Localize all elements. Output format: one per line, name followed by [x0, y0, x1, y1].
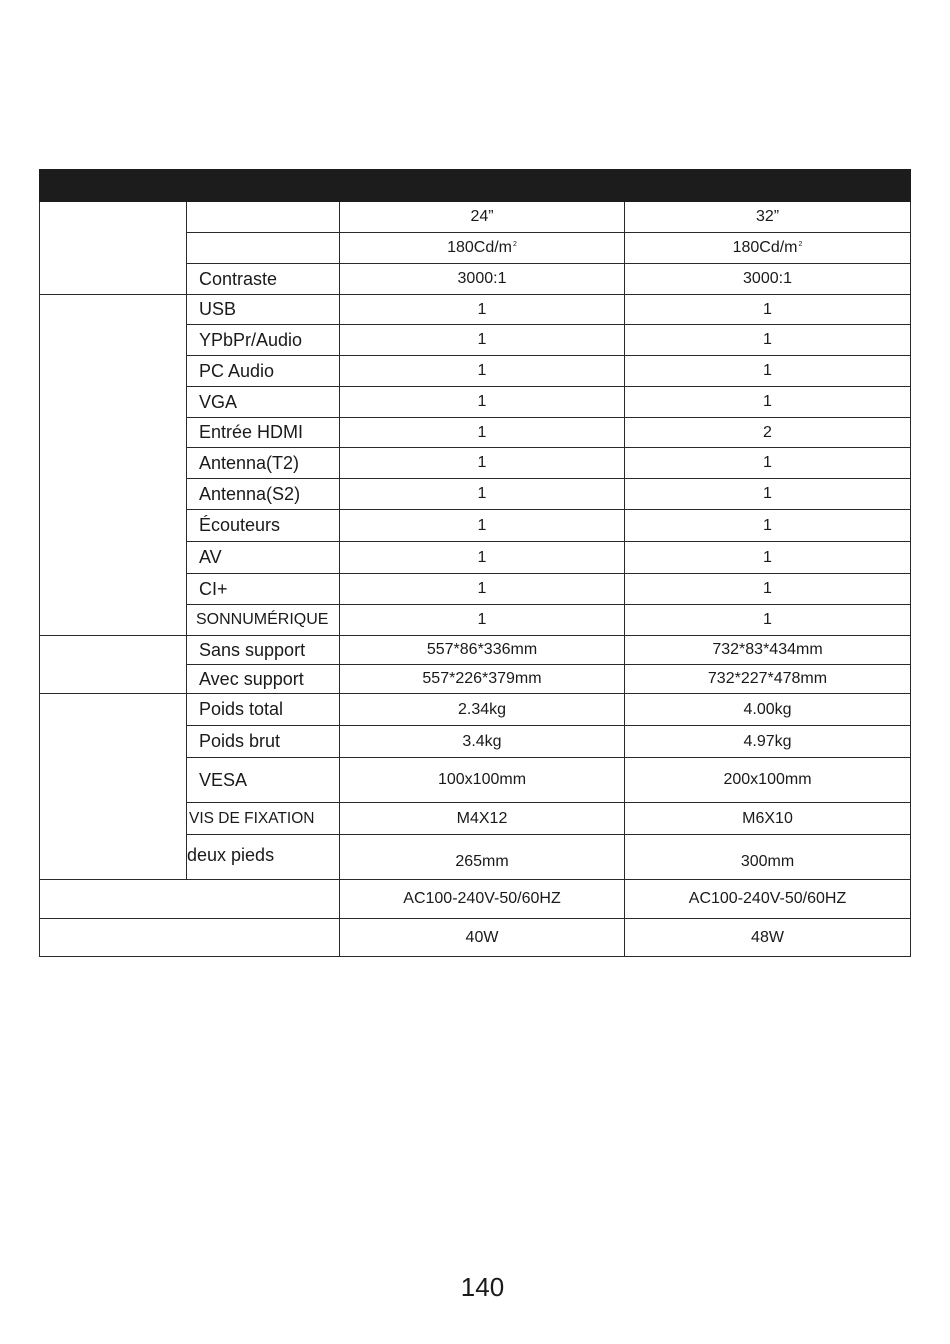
- brightness-24: $180Cd/m^2$: [340, 233, 625, 264]
- power-consumption-24: 40W: [340, 919, 625, 957]
- headphones-24: 1: [340, 510, 625, 542]
- without-stand-24: 557*86*336mm: [340, 636, 625, 665]
- two-feet-32: 300mm: [625, 835, 911, 880]
- label-usb: USB: [187, 295, 340, 325]
- contrast-32: 3000:1: [625, 264, 911, 295]
- headphones-32: 1: [625, 510, 911, 542]
- av-32: 1: [625, 542, 911, 574]
- category-weight: [40, 694, 187, 880]
- mount-screws-24: M4X12: [340, 803, 625, 835]
- label-antenna-s2: Antenna(S2): [187, 479, 340, 510]
- label-with-stand: Avec support: [187, 665, 340, 694]
- label-two-feet: deux pieds: [187, 835, 340, 880]
- label-ci-plus: CI+: [187, 574, 340, 605]
- ypbpr-32: 1: [625, 325, 911, 356]
- label-vga: VGA: [187, 387, 340, 418]
- antenna-s2-24: 1: [340, 479, 625, 510]
- hdmi-32: 2: [625, 418, 911, 448]
- size-32: 32”: [625, 202, 911, 233]
- size-24: 24”: [340, 202, 625, 233]
- vesa-24: 100x100mm: [340, 758, 625, 803]
- gross-weight-24: 3.4kg: [340, 726, 625, 758]
- with-stand-24: 557*226*379mm: [340, 665, 625, 694]
- power-consumption-32: 48W: [625, 919, 911, 957]
- without-stand-32: 732*83*434mm: [625, 636, 911, 665]
- hdmi-24: 1: [340, 418, 625, 448]
- two-feet-24: 265mm: [340, 835, 625, 880]
- ci-plus-32: 1: [625, 574, 911, 605]
- category-power-consumption: [40, 919, 340, 957]
- antenna-s2-32: 1: [625, 479, 911, 510]
- gross-weight-32: 4.97kg: [625, 726, 911, 758]
- label-net-weight: Poids total: [187, 694, 340, 726]
- ypbpr-24: 1: [340, 325, 625, 356]
- label-contrast: Contraste: [187, 264, 340, 295]
- label-headphones: Écouteurs: [187, 510, 340, 542]
- category-display: [40, 202, 187, 295]
- label-size: [187, 202, 340, 233]
- page-number: 140: [460, 1272, 505, 1302]
- label-brightness: [187, 233, 340, 264]
- usb-32: 1: [625, 295, 911, 325]
- table-row: [40, 919, 911, 957]
- table-row: [40, 202, 911, 233]
- header-cell: [40, 170, 911, 202]
- net-weight-32: 4.00kg: [625, 694, 911, 726]
- mount-screws-32: M6X10: [625, 803, 911, 835]
- label-pc-audio: PC Audio: [187, 356, 340, 387]
- vga-24: 1: [340, 387, 625, 418]
- antenna-t2-32: 1: [625, 448, 911, 479]
- table-row: [40, 880, 911, 919]
- digital-audio-32: 1: [625, 605, 911, 636]
- category-dimensions: [40, 636, 187, 694]
- label-ypbpr: YPbPr/Audio: [187, 325, 340, 356]
- spec-table: [39, 169, 911, 957]
- category-power-supply: [40, 880, 340, 919]
- label-vesa: VESA: [187, 758, 340, 803]
- antenna-t2-24: 1: [340, 448, 625, 479]
- label-mount-screws: VIS DE FIXATION: [187, 803, 340, 835]
- label-without-stand: Sans support: [187, 636, 340, 665]
- pc-audio-24: 1: [340, 356, 625, 387]
- label-gross-weight: Poids brut: [187, 726, 340, 758]
- net-weight-24: 2.34kg: [340, 694, 625, 726]
- label-av: AV: [187, 542, 340, 574]
- table-row: [40, 295, 911, 325]
- vga-32: 1: [625, 387, 911, 418]
- label-digital-audio: SONNUMÉRIQUE: [187, 605, 340, 636]
- with-stand-32: 732*227*478mm: [625, 665, 911, 694]
- ci-plus-24: 1: [340, 574, 625, 605]
- pc-audio-32: 1: [625, 356, 911, 387]
- label-antenna-t2: Antenna(T2): [187, 448, 340, 479]
- table-header-bar: [40, 170, 911, 202]
- table-row: [40, 694, 911, 726]
- contrast-24: 3000:1: [340, 264, 625, 295]
- vesa-32: 200x100mm: [625, 758, 911, 803]
- table-row: [40, 636, 911, 665]
- label-hdmi: Entrée HDMI: [187, 418, 340, 448]
- category-ports: [40, 295, 187, 636]
- power-supply-24: AC100-240V-50/60HZ: [340, 880, 625, 919]
- brightness-32: $180Cd/m^2$: [625, 233, 911, 264]
- av-24: 1: [340, 542, 625, 574]
- digital-audio-24: 1: [340, 605, 625, 636]
- usb-24: 1: [340, 295, 625, 325]
- power-supply-32: AC100-240V-50/60HZ: [625, 880, 911, 919]
